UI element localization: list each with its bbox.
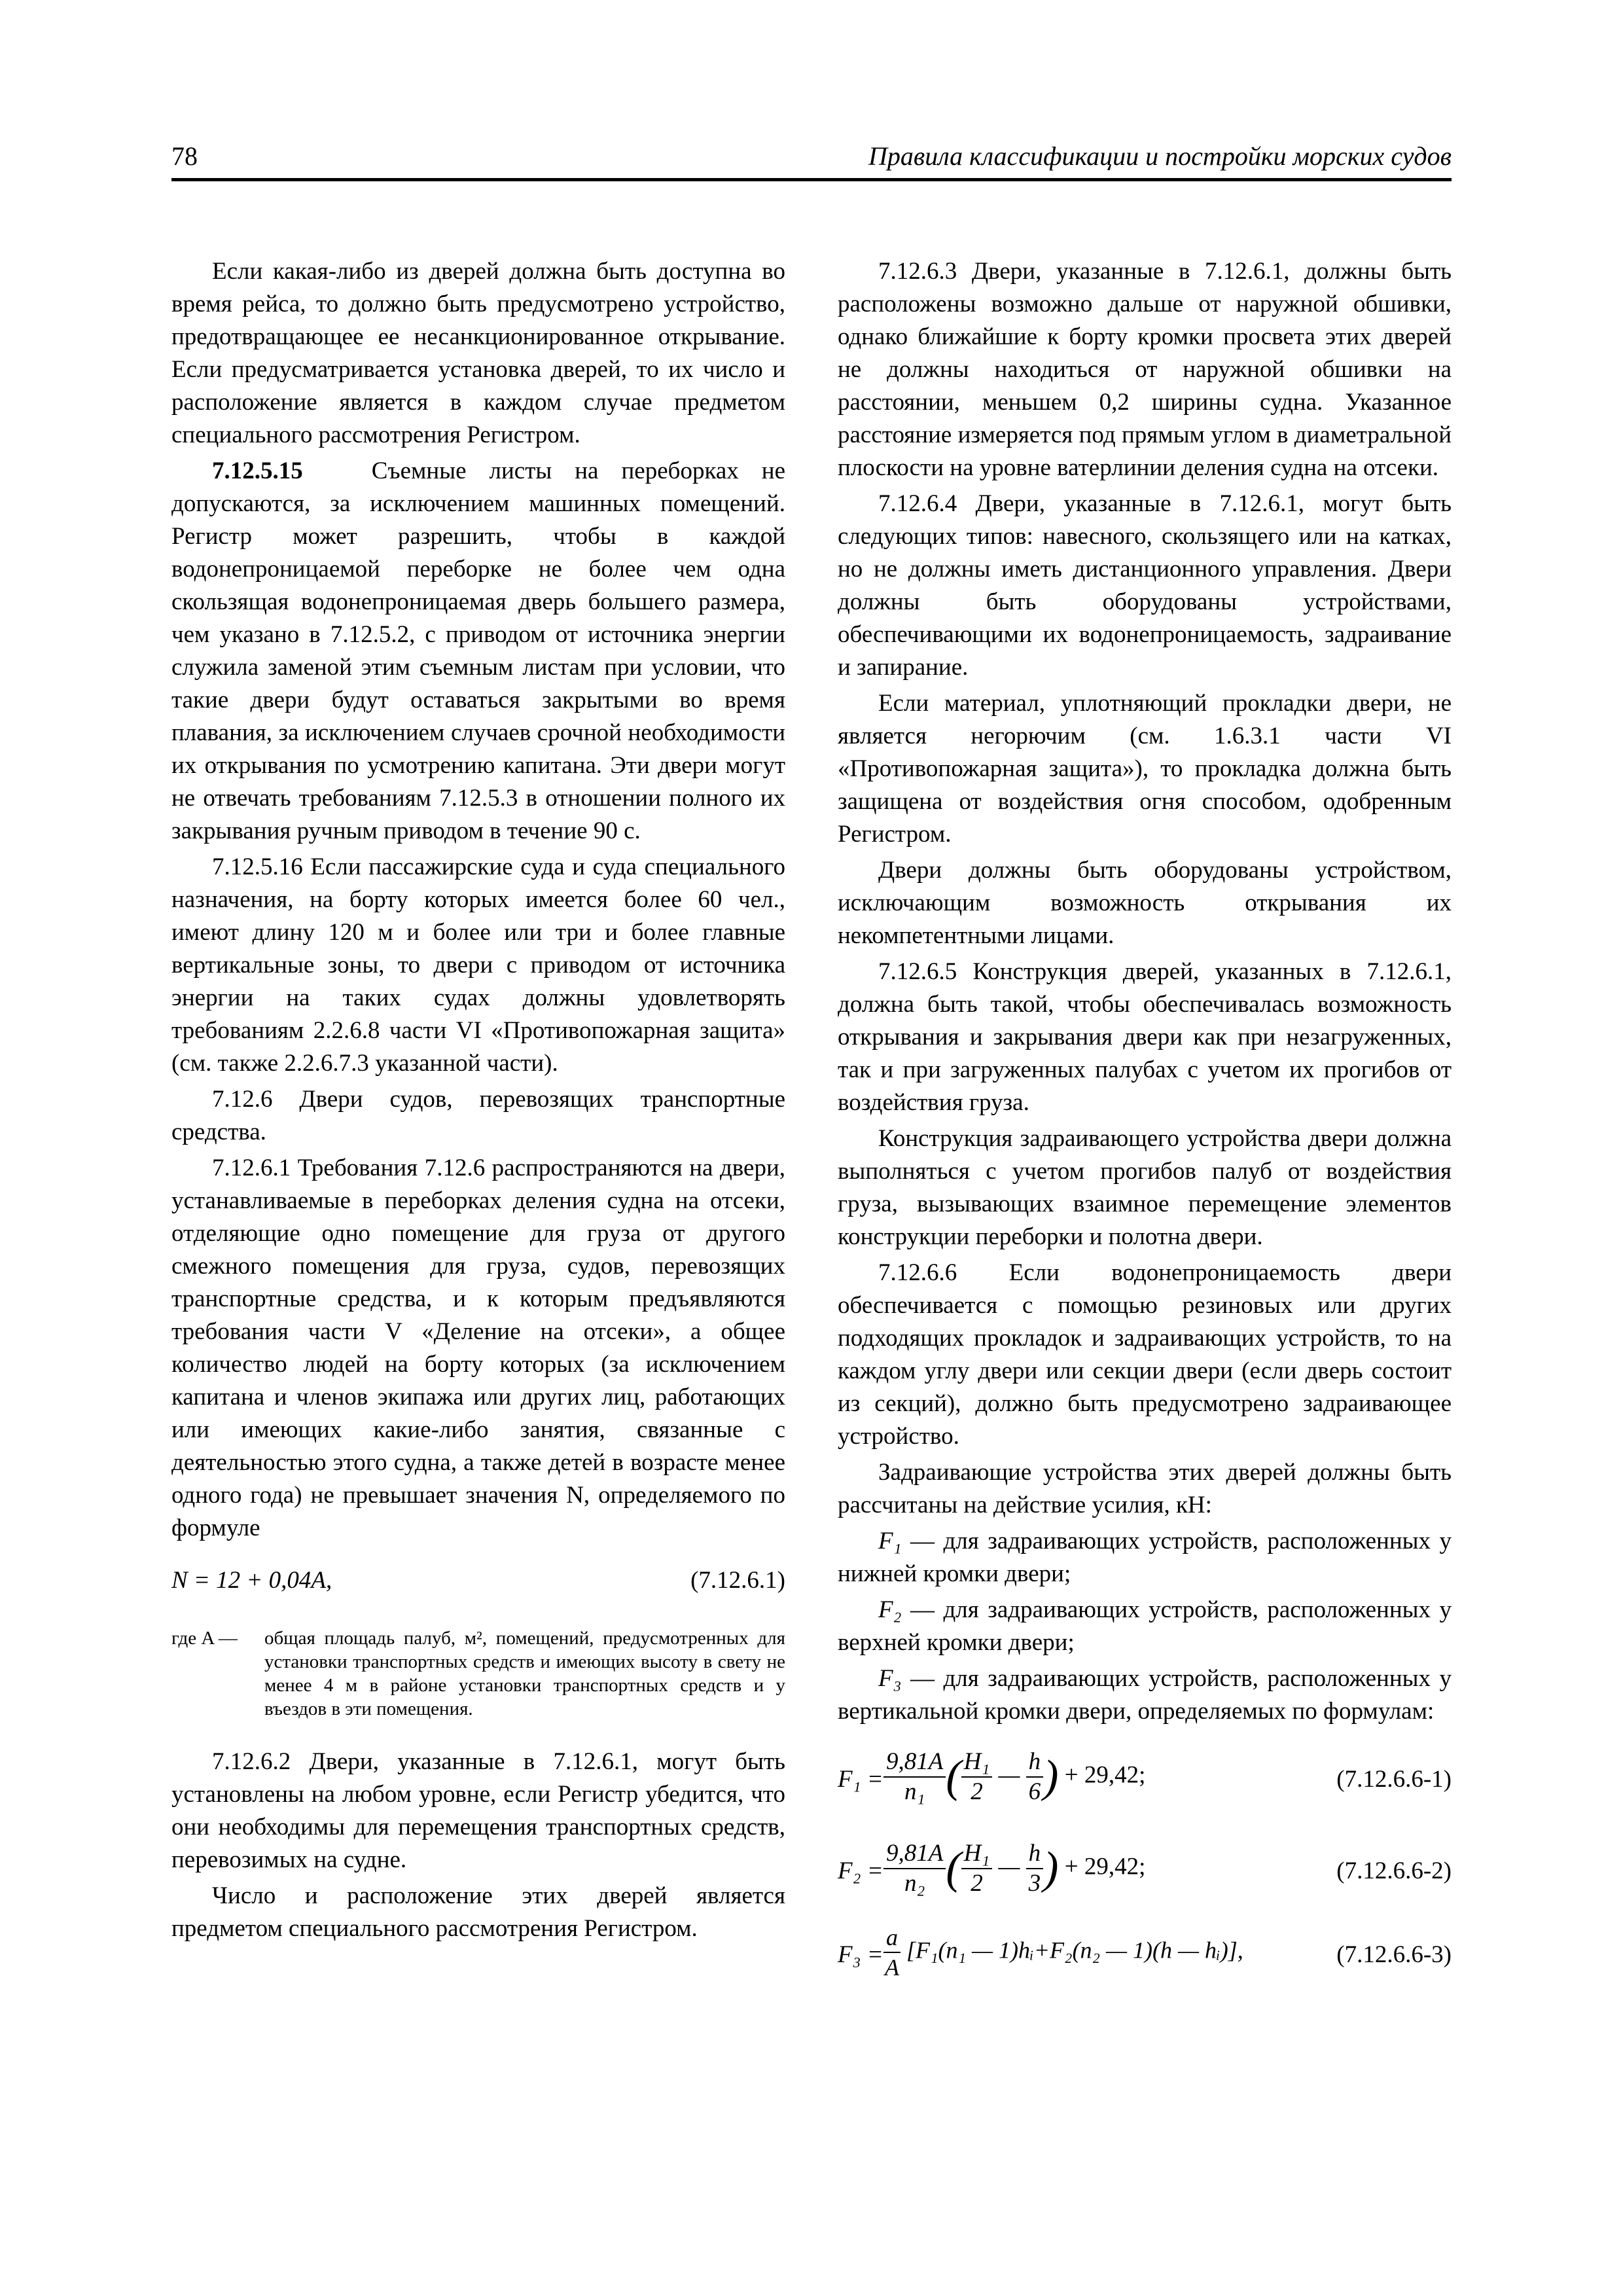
denominator: 2 bbox=[971, 1778, 983, 1805]
numerator: h bbox=[1026, 1748, 1044, 1778]
formula-number: (7.12.6.1) bbox=[690, 1567, 785, 1594]
fraction bbox=[961, 1748, 993, 1806]
symbol: F₃ bbox=[878, 1665, 902, 1692]
denominator: 6 bbox=[1028, 1778, 1041, 1805]
equation-number: (7.12.6.6-1) bbox=[1336, 1766, 1452, 1793]
numerator: a bbox=[883, 1923, 901, 1953]
equation-lhs: F₂ = bbox=[838, 1857, 883, 1884]
denominator: A bbox=[885, 1954, 899, 1981]
fraction bbox=[883, 1748, 946, 1806]
paren-open: ( bbox=[946, 1751, 961, 1802]
equation-7-12-6-6-2 bbox=[838, 1833, 1452, 1911]
equation-tail: + 29,42; bbox=[1064, 1853, 1146, 1880]
paragraph: Двери должны быть оборудованы устройством, исключающим возможность открывания их некомпетентными лицами. bbox=[838, 857, 1452, 949]
equation-rhs bbox=[883, 1923, 1243, 1982]
formula-explanation bbox=[171, 1626, 785, 1721]
paragraph: Конструкция задраивающего устройства двери должна выполняться с учетом прогибов палуб от воздействия груза, вызывающих взаимное перемещение элементов конструкции переборки и полотна двери. bbox=[838, 1125, 1452, 1250]
definition-f3 bbox=[838, 1662, 1452, 1728]
equation-7-12-6-6-1 bbox=[838, 1741, 1452, 1820]
header-rule bbox=[171, 178, 1452, 181]
equation-rhs: $\frac{9,81A}{\text{n₂}}$ ( $\frac{\text{H₁}}{2}$ — $\frac{h}{3}$ ) + 29,42; bbox=[883, 1839, 1145, 1898]
numerator: H₁ bbox=[961, 1839, 993, 1869]
definition-text: — для задраивающих устройств, расположенных у вертикальной кромки двери, определяемых по формулам: bbox=[838, 1665, 1452, 1725]
symbol: F₁ bbox=[878, 1528, 902, 1554]
denominator: n₂ bbox=[904, 1870, 925, 1897]
paragraph-7-12-6-4: 7.12.6.4 Двери, указанные в 7.12.6.1, могут быть следующих типов: навесного, скользящего или на катках, но не должны иметь дистанционного управления. Двери должны быть оборудованы устройствами, обеспечивающими их водонепроницаемость, задраивание и запирание. bbox=[838, 490, 1452, 681]
paragraph: Число и расположение этих дверей является предметом специального рассмотрения Регистром. bbox=[171, 1882, 785, 1942]
equation-number: (7.12.6.6-2) bbox=[1336, 1857, 1452, 1884]
paragraph-7-12-6-3: 7.12.6.3 Двери, указанные в 7.12.6.1, должны быть расположены возможно дальше от наружной обшивки, однако ближайшие к борту кромки просвета этих дверей не должны находиться от наружной обшивки на расстоянии, меньшем 0,2 ширины судна. Указанное расстояние измеряется под прямым углом в диаметральной плоскости на уровне ватерлинии деления судна на отсеки. bbox=[838, 258, 1452, 481]
right-column bbox=[838, 255, 1452, 1988]
numerator: 9,81A bbox=[883, 1839, 946, 1869]
fraction bbox=[883, 1923, 901, 1982]
paragraph-7-12-6-5: 7.12.6.5 Конструкция дверей, указанных в 7.12.6.1, должна быть такой, чтобы обеспечивалась возможность открывания и закрывания двери как при незагруженных, так и при загруженных палубах с учетом их прогибов от воздействия груза. bbox=[838, 958, 1452, 1116]
paren-open: ( bbox=[946, 1843, 961, 1893]
clause-text: Съемные листы на переборках не допускаются, за исключением машинных помещений. Регистр может разрешить, чтобы в каждой водонепроницаемой переборке не более чем одна скользящая водонепроницаемая дверь большего размера, чем указано в 7.12.5.2, с приводом от источника энергии служила заменой этим съемным листам при условии, что такие двери будут оставаться закрытыми во время плавания, за исключением случаев срочной необходимости их открывания по усмотрению капитана. Эти двери могут не отвечать требованиям 7.12.5.3 в отношении полного их закрывания ручным приводом в течение 90 с. bbox=[171, 457, 786, 844]
paren-close: ) bbox=[1043, 1843, 1059, 1893]
formula-7-12-6-1 bbox=[171, 1564, 785, 1597]
fraction bbox=[961, 1839, 993, 1898]
fraction bbox=[1026, 1839, 1044, 1898]
equation-rhs: $\frac{9,81A}{\text{n₁}}$ ( $\frac{\text{H₁}}{2}$ — $\frac{h}{6}$ ) + 29,42; bbox=[883, 1748, 1145, 1806]
equation-number: (7.12.6.6-3) bbox=[1336, 1941, 1452, 1968]
clause-number: 7.12.5.15 bbox=[212, 457, 303, 484]
equation-body: [F₁(n₁ — 1)hᵢ+F₂(n₂ — 1)(h — hᵢ)], bbox=[906, 1937, 1243, 1964]
definition-f2 bbox=[838, 1594, 1452, 1659]
symbol: F₂ bbox=[878, 1596, 902, 1623]
definition-f1 bbox=[838, 1525, 1452, 1590]
numerator: H₁ bbox=[961, 1748, 993, 1778]
numerator: 9,81A bbox=[883, 1748, 946, 1778]
paragraph-7-12-6-6: 7.12.6.6 Если водонепроницаемость двери обеспечивается с помощью резиновых или других подходящих прокладок и задраивающих устройств, то на каждом углу двери или секции двери (если дверь состоит из секций), должно быть предусмотрено задраивающее устройство. bbox=[838, 1259, 1452, 1450]
equation-lhs: F₃ = bbox=[838, 1941, 883, 1968]
denominator: n₁ bbox=[904, 1778, 925, 1805]
fraction bbox=[883, 1839, 946, 1898]
explanation-lead: где A — bbox=[171, 1628, 238, 1649]
denominator: 2 bbox=[971, 1870, 983, 1897]
running-title: Правила классификации и постройки морских судов bbox=[868, 141, 1452, 171]
definition-text: — для задраивающих устройств, расположенных у верхней кромки двери; bbox=[838, 1596, 1452, 1656]
paragraph-7-12-5-15 bbox=[171, 455, 785, 848]
paren-close: ) bbox=[1043, 1751, 1059, 1802]
paragraph-7-12-6-2: 7.12.6.2 Двери, указанные в 7.12.6.1, могут быть установлены на любом уровне, если Регистр убедится, что они необходимы для перемещения транспортных средств, перевозимых на судне. bbox=[171, 1748, 785, 1873]
explanation-text: общая площадь палуб, м², помещений, предусмотренных для установки транспортных средств и имеющих высоту в свету не менее 4 м в районе установки транспортных средств и у въездов в эти помещения. bbox=[264, 1628, 785, 1719]
paragraph: Если какая-либо из дверей должна быть доступна во время рейса, то должно быть предусмотрено устройство, предотвращающее ее несанкционированное открывание. Если предусматривается установка дверей, то их число и расположение является в каждом случае предметом специального рассмотрения Регистром. bbox=[171, 258, 785, 448]
paragraph: Если материал, уплотняющий прокладки двери, не является негорючим (см. 1.6.3.1 части VI «Противопожарная защита»), то прокладка должна быть защищена от воздействия огня способом, одобренным Регистром. bbox=[838, 690, 1452, 848]
paragraph-7-12-5-16: 7.12.5.16 Если пассажирские суда и суда специального назначения, на борту которых имеется более 60 чел., имеют длину 120 м и более или три и более главные вертикальные зоны, то двери с приводом от источника энергии на таких судах должны удовлетворять требованиям 2.2.6.8 части VI «Противопожарная защита» (см. также 2.2.6.7.3 указанной части). bbox=[171, 853, 785, 1077]
paragraph-7-12-6-1: 7.12.6.1 Требования 7.12.6 распространяются на двери, устанавливаемые в переборках деления судна на отсеки, отделяющие одно помещение для груза от другого смежного помещения для груза, судов, перевозящих транспортные средства, и к которым предъявляются требования части V «Деление на отсеки», а общее количество людей на борту которых (за исключением капитана и членов экипажа или других лиц, работающих или имеющих какие-либо занятия, связанные с деятельностью этого судна, а также детей в возрасте менее одного года) не превышает значения N, определяемого по формуле bbox=[171, 1155, 785, 1541]
numerator: h bbox=[1026, 1839, 1044, 1869]
page-number: 78 bbox=[171, 141, 198, 171]
equation-lhs: F₁ = bbox=[838, 1766, 883, 1793]
paragraph: Задраивающие устройства этих дверей должны быть рассчитаны на действие усилия, кН: bbox=[838, 1459, 1452, 1518]
definition-text: — для задраивающих устройств, расположенных у нижней кромки двери; bbox=[838, 1528, 1452, 1587]
equation-7-12-6-6-3 bbox=[838, 1923, 1452, 1982]
formula-expression: N = 12 + 0,04A, bbox=[171, 1567, 332, 1594]
fraction bbox=[1026, 1748, 1044, 1806]
denominator: 3 bbox=[1028, 1870, 1041, 1897]
equation-tail: + 29,42; bbox=[1064, 1761, 1146, 1789]
left-column bbox=[171, 255, 785, 1948]
section-heading-7-12-6: 7.12.6 Двери судов, перевозящих транспортные средства. bbox=[171, 1086, 785, 1145]
